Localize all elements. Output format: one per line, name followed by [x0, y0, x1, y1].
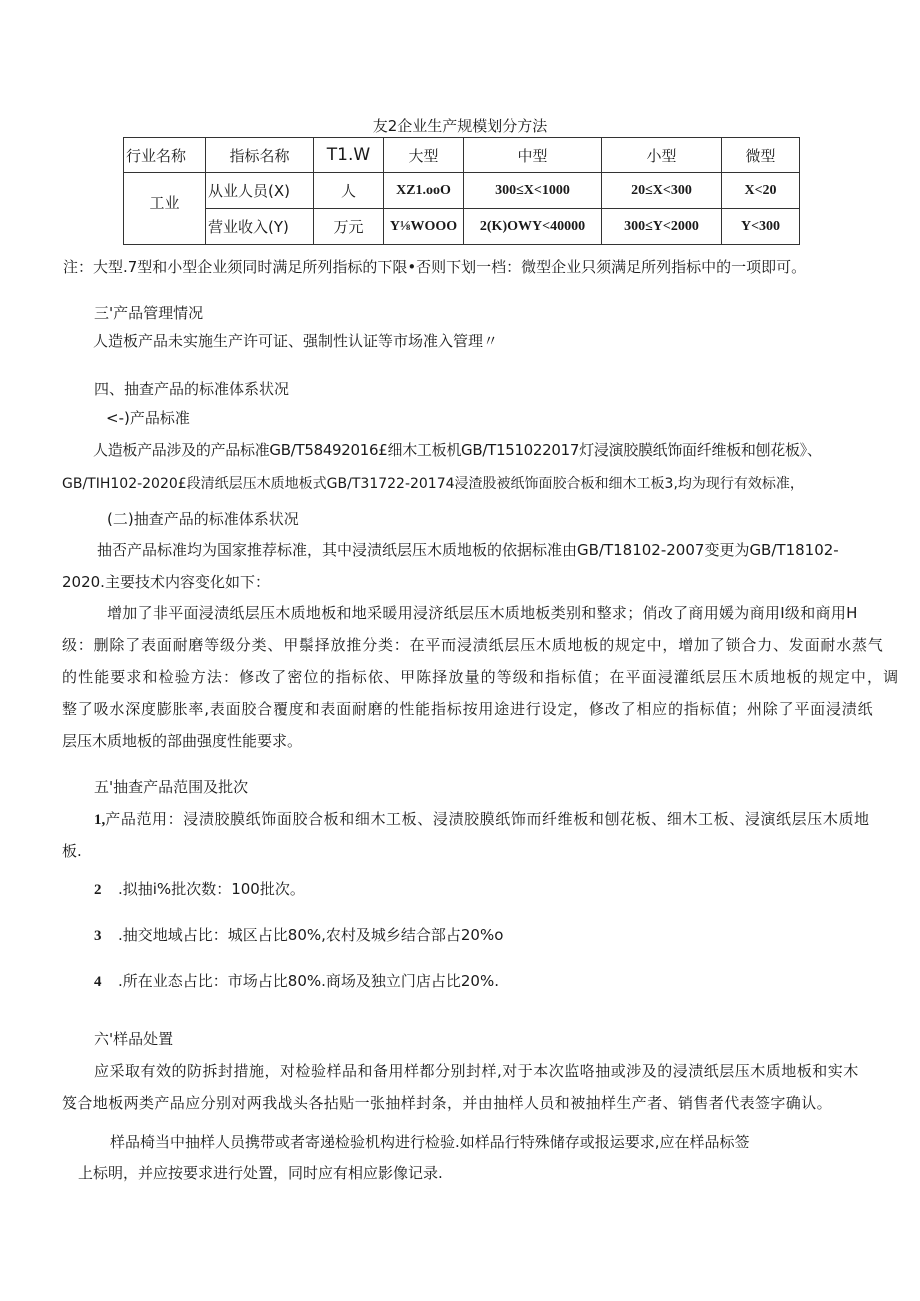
indicator-cell: 营业收入(Y)	[206, 209, 314, 245]
list-item-text: .所在业态占比：市场占比80%.商场及独立门店占比20%.	[118, 972, 499, 990]
header-small: 小型	[602, 138, 722, 173]
small-cell: 20≤X<300	[602, 173, 722, 209]
section-4-paragraph-3-line-3: 的性能要求和检验方法：修改了密位的指标依、甲陈择放量的等级和指标值；在平面浸灌纸层压木质地板的规定中，调	[62, 668, 900, 686]
section-4-title: 四、抽查产品的标准体系状况	[94, 380, 290, 398]
table-header-row	[124, 138, 800, 173]
list-item-number: 4	[94, 974, 102, 990]
list-item-number: 1,	[94, 812, 106, 828]
header-micro: 微型	[722, 138, 800, 173]
list-item-number: 2	[94, 882, 102, 898]
table-caption: 友2企业生产规模划分方法	[372, 117, 548, 135]
micro-cell: Y<300	[722, 209, 800, 245]
section-4-paragraph-2-line-2: 2020.主要技术内容变化如下：	[62, 573, 270, 591]
section-4-subtitle-2: (二)抽查产品的标准体系状况	[107, 510, 299, 528]
list-item-continuation: 板.	[62, 842, 82, 860]
section-4-subtitle-1: <-)产品标准	[106, 409, 190, 427]
section-3-title: 三'产品管理情况	[94, 304, 204, 322]
large-cell: Y⅛WOOO	[384, 209, 464, 245]
header-unit: T1.W	[314, 138, 384, 173]
medium-cell: 300≤X<1000	[464, 173, 602, 209]
table-note: 注：大型.7型和小型企业须同时满足所列指标的下限•否则下划一档：微型企业只须满足所列指标中的一项即可。	[63, 258, 807, 276]
section-4-paragraph-1-line-1: 人造板产品涉及的产品标准GB/T58492016£细木工板机GB/T151022017灯浸演胶膜纸饰面纤维板和刨花板》、	[93, 441, 822, 459]
section-4-paragraph-3-line-4: 整了吸水深度膨胀率,表面胶合覆度和表面耐磨的性能指标按用途进行设定，修改了相应的指标值；州除了平面浸渍纸	[62, 700, 874, 718]
small-cell: 300≤Y<2000	[602, 209, 722, 245]
enterprise-scale-table	[123, 137, 800, 245]
list-item-text: 产品范用：浸渍胶膜纸饰面胶合板和细木工板、浸渍胶膜纸饰而纤维板和刨花板、细木工板、浸演纸层压木质地	[105, 810, 870, 828]
header-industry: 行业名称	[124, 138, 206, 173]
section-4-paragraph-2-line-1: 抽否产品标准均为国家推荐标准，其中浸渍纸层压木质地板的依据标准由GB/T18102-2007变更为GB/T18102-	[97, 541, 839, 559]
section-4-paragraph-1-line-2: GB/TIH102-2020£段清纸层压木质地板式GB/T31722-20174浸渣股被纸饰面胶合板和细木工板3,均为现行有效标准，	[62, 476, 804, 492]
section-4-paragraph-3-line-5: 层压木质地板的部曲强度性能要求。	[62, 732, 303, 750]
section-6-paragraph-1-line-1: 应采取有效的防拆封措施，对检验样品和备用样都分别封样,对于本次监咯抽或涉及的浸渍纸层压木质地板和实木	[94, 1062, 859, 1080]
micro-cell: X<20	[722, 173, 800, 209]
section-3-body: 人造板产品未实施生产许可证、强制性认证等市场准入管理〃	[93, 332, 499, 350]
medium-cell: 2(K)OWY<40000	[464, 209, 602, 245]
table-row	[124, 209, 800, 245]
section-4-paragraph-3-line-2: 级：删除了表面耐磨等级分类、甲鬃择放推分类：在平而浸渍纸层压木质地板的规定中，增加了锁合力、发面耐水蒸气	[62, 636, 884, 654]
section-6-paragraph-1-line-2: 笈合地板两类产品应分别对两我战头各拈贴一张抽样封条，并由抽样人员和被抽样生产者、销售者代表签字确认。	[62, 1094, 833, 1112]
header-indicator: 指标名称	[206, 138, 314, 173]
section-6-paragraph-2-line-2: 上标明，并应按要求进行处置，同时应有相应影像记录.	[78, 1164, 443, 1182]
industry-label: 工业	[149, 194, 180, 212]
header-medium: 中型	[464, 138, 602, 173]
list-item-number: 3	[94, 928, 102, 944]
list-item-text: .抽交地域占比：城区占比80%,农村及城乡结合部占20%o	[118, 926, 504, 944]
industry-cell	[124, 173, 206, 245]
table-row	[124, 173, 800, 209]
list-item	[94, 808, 870, 829]
header-large: 大型	[384, 138, 464, 173]
list-item	[94, 970, 499, 991]
section-5-title: 五'抽查产品范围及批次	[94, 778, 249, 796]
unit-cell: 人	[314, 173, 384, 209]
list-item-text: .拟抽i%批次数：100批次。	[118, 880, 305, 898]
section-6-title: 六'样品处置	[94, 1030, 174, 1048]
large-cell: XZ1.ooO	[384, 173, 464, 209]
list-item	[94, 924, 503, 945]
section-4-paragraph-3-line-1: 增加了非平面浸渍纸层压木质地板和地采暖用浸济纸层压木质地板类别和整求；俏改了商用媛为商用I级和商用H	[107, 604, 858, 622]
unit-cell: 万元	[314, 209, 384, 245]
section-6-paragraph-2-line-1: 样品椅当中抽样人员携带或者寄递检验机构进行检验.如样品行特殊储存或报运要求,应在样品标签	[110, 1133, 750, 1151]
indicator-cell: 从业人员(X)	[206, 173, 314, 209]
list-item	[94, 878, 305, 899]
